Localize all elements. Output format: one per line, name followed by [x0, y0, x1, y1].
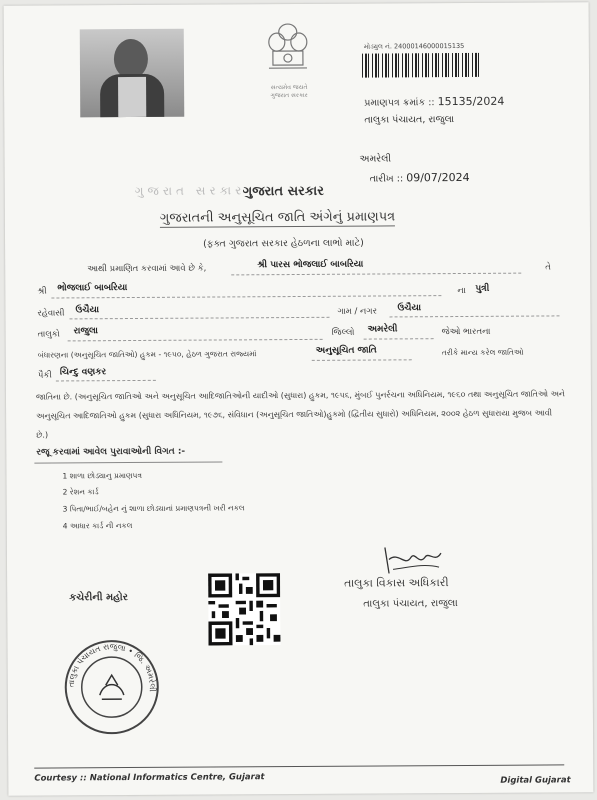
applicant-name: શ્રી પારસ ભોજલાઈ બાબરિયા — [257, 259, 364, 271]
document-item: 3 પિતા/ભાઈ/બહેન નું શાળા છોડ્યાનાં પ્રમાણપત્રની ખરી નકલ — [62, 503, 245, 514]
resident-label: રહેવાસી — [37, 308, 65, 319]
certificate-number: પ્રમાણપત્ર ક્રમાંક :: 15135/2024 — [364, 94, 505, 109]
barcode-number: મોડ્યુલ નં. 24000146000015135 — [363, 41, 465, 51]
village-value: ઉચૈયા — [397, 303, 422, 314]
na-label: ના — [457, 285, 466, 297]
qr-code — [208, 573, 280, 645]
faded-header: ગુજરાત સરકાર — [134, 183, 246, 198]
officer-title: તાલુકા વિકાસ અધિકારી — [344, 576, 449, 590]
applicant-photo — [80, 29, 185, 118]
footer-brand: Digital Gujarat — [500, 775, 571, 786]
taluka-value: રાજુલા — [73, 326, 99, 337]
issue-date: તારીખ :: 09/07/2024 — [369, 170, 470, 185]
resident-value: ઉચૈયા — [75, 305, 100, 316]
district-label: જિલ્લો — [331, 327, 355, 338]
constitution-text: બંધારણના (અનુસૂચિત જાતિઓ) હુકમ - ૧૯૫૦, હેઠળ ગુજરાત રાજ્યમાં — [37, 349, 257, 360]
certify-label: આથી પ્રમાણિત કરવામાં આવે છે કે, — [87, 263, 207, 275]
footer-courtesy: Courtesy :: National Informatics Centre, Gujarat — [34, 772, 265, 784]
issuing-district: અમરેલી — [359, 153, 392, 165]
government-heading: ગુજરાત સરકાર — [242, 183, 324, 200]
certificate-subtitle: (ફક્ત ગુજરાત સરકાર હેઠળના લાભો માટે) — [203, 237, 364, 250]
te-label: તે — [545, 262, 551, 273]
barcode — [362, 53, 480, 78]
certificate-page — [4, 2, 594, 796]
document-item: 1 શાળા છોડ્યાનુ પ્રમાણપત્ર — [62, 470, 142, 481]
officer-signature-icon — [379, 543, 449, 579]
office-seal-label: કચેરીની મહોર — [69, 592, 128, 604]
taluka-label: તાલુકો — [37, 329, 60, 340]
district-value: અમરેલી — [367, 324, 398, 335]
village-label: ગામ / નગર — [337, 306, 377, 317]
documents-heading: રજૂ કરવામાં આવેલ પુરાવાઓની વિગત :- — [36, 446, 186, 458]
document-item: 2 રેશન કાર્ડ — [62, 487, 99, 497]
caste-prefix: પૈકી — [37, 370, 52, 381]
office-seal-stamp — [61, 637, 162, 738]
caste-value: ચિન્દુ વણકર — [59, 367, 107, 378]
document-item: 4 આધાર કાર્ડ ની નકલ — [62, 521, 133, 531]
emblem-caption: સત્યમેવ જયતે ગુજરાત સરકાર — [270, 83, 308, 100]
officer-office: તાલુકા પંચાયત, રાજુલા — [363, 598, 458, 610]
relation: પુત્રી — [475, 283, 490, 294]
certificate-title: ગુજરાતની અનુસૂચિત જાતિ અંગેનું પ્રમાણપત્ર — [159, 209, 396, 226]
recognized-text: તરીકે માન્ય કરેલ જાતિઓ — [441, 347, 524, 358]
state-suffix: જેઓ ભારતના — [441, 326, 491, 338]
issuing-office: તાલુકા પંચાયત, રાજુલા — [364, 114, 455, 126]
legal-paragraph: જાતિના છે. (અનુસૂચિત જાતિઓ અને અનુસૂચિત આદિજાતિઓની યાદીઓ (સુધારા) હુકમ, ૧૯૫૬, મુંબઈ પુનર્રચના અધિનિયમ, ૧૯૬૦ તથા અનુસૂચિત જાતિઓ અને અનુસૂચિત આદિજાતિઓ હુકમ (સુધારા અધિનિયમ, ૧૯૭૬, સંવિધાન (અનુસૂચિત જાતિઓ)હુકમો (દ્વિતીય સુધારો) અધિનિયમ, ૨૦૦૨ હેઠળ સુધારાયા મુજબ આવી છે.) — [35, 389, 566, 440]
category-value: અનુસૂચિત જાતિ — [315, 345, 377, 356]
shri-label: શ્રી — [37, 286, 47, 297]
father-name: ભોજલાઈ બાબરિયા — [57, 283, 128, 294]
svg-text:તાલુકા પંચાયત રાજુલા • જિ. અમર: તાલુકા પંચાયત રાજુલા • જિ. અમરેલી — [66, 642, 157, 692]
